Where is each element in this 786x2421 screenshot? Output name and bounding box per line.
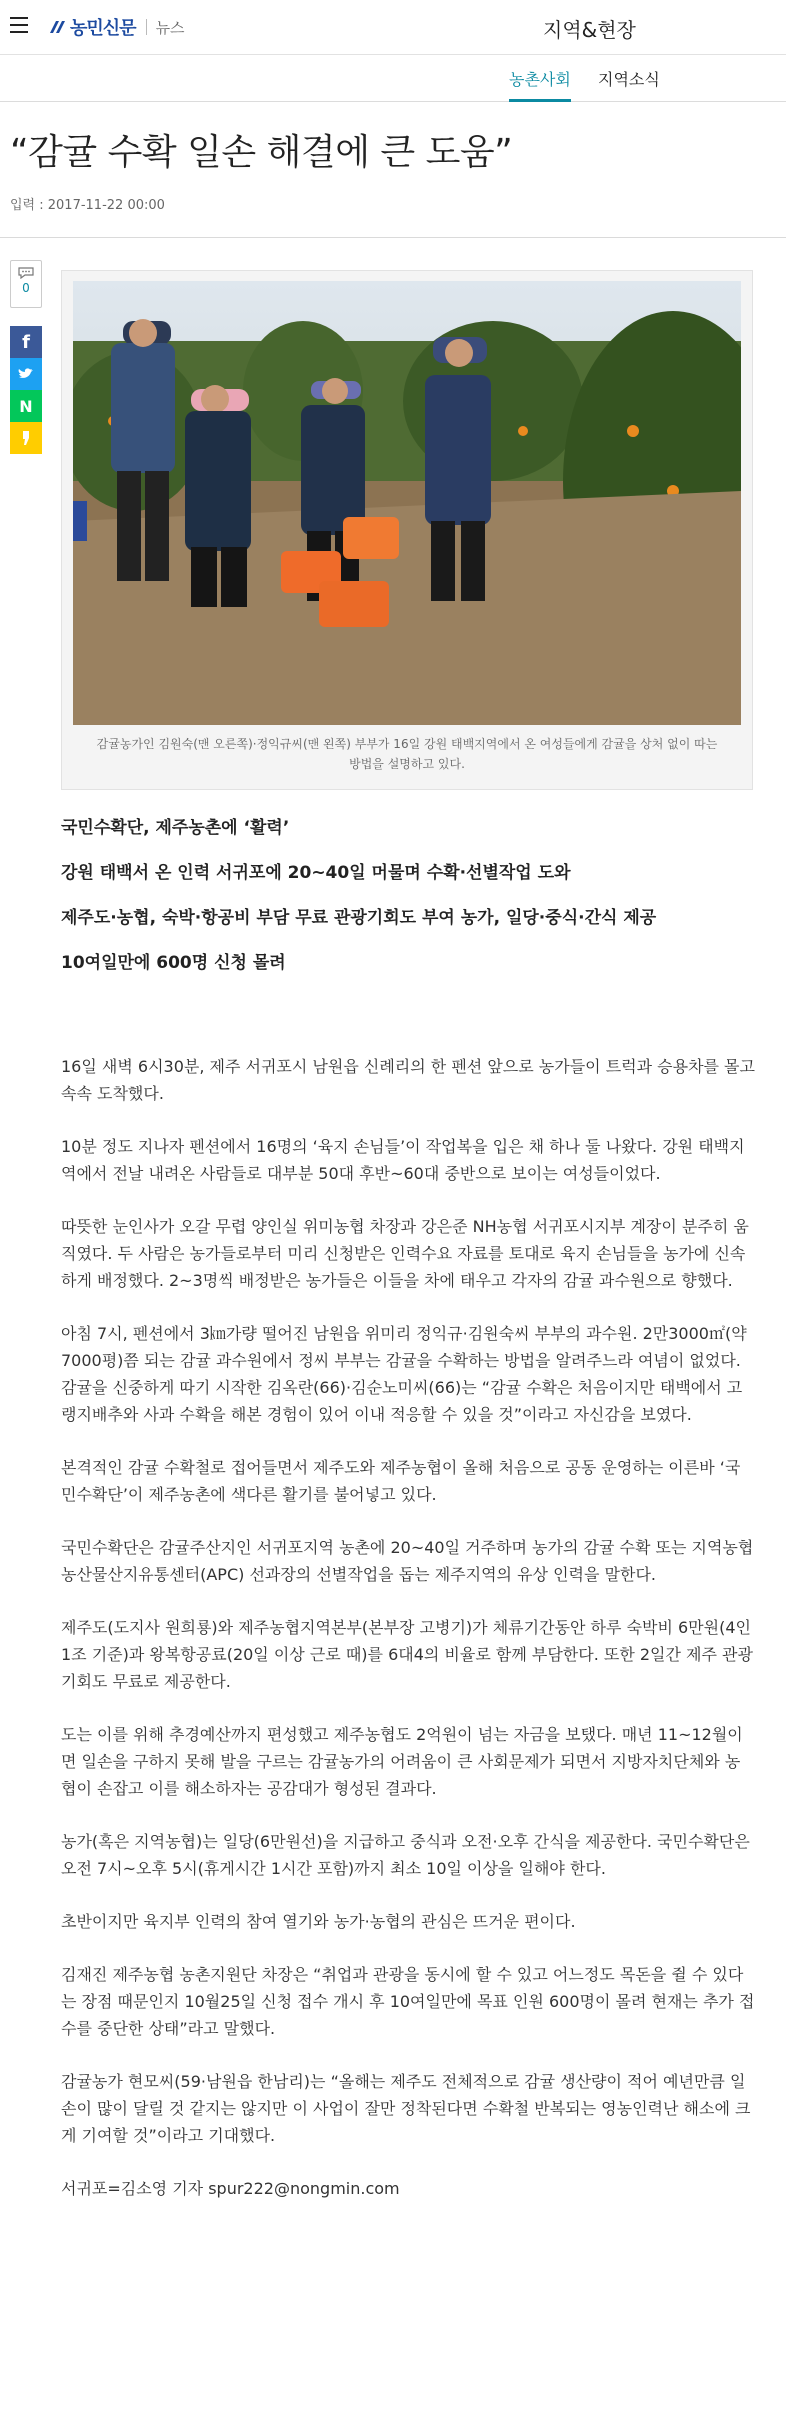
tab-local-news[interactable]: 지역소식 — [598, 70, 660, 89]
facebook-share-button[interactable] — [10, 326, 42, 358]
paragraph: 16일 새벽 6시30분, 제주 서귀포시 남원읍 신례리의 한 펜션 앞으로 농가들이 트럭과 승용차를 몰고 속속 도착했다. — [61, 1057, 755, 1103]
paragraph: 감귤농가 현모씨(59·남원읍 한남리)는 “올해는 제주도 전체적으로 감귤 생산량이 적어 예년만큼 일손이 많이 달릴 것 같지는 않지만 이 사업이 잘만 정착된다면 수확철 반복되는 영농인력난 해소에 크게 기여할 것”이라고 기대했다. — [61, 2072, 751, 2145]
article-subheadings — [61, 818, 751, 998]
facebook-icon: f — [22, 331, 30, 353]
section-title[interactable]: 지역&현장 — [543, 18, 636, 42]
nongmin-logo-mark-icon — [48, 18, 66, 36]
twitter-share-button[interactable] — [10, 358, 42, 390]
paragraph: 초반이지만 육지부 인력의 참여 열기와 농가·농협의 관심은 뜨거운 편이다. — [61, 1912, 576, 1931]
naver-share-button[interactable] — [10, 390, 42, 422]
subheading: 강원 태백서 온 인력 서귀포에 20~40일 머물며 수확·선별작업 도와 — [61, 863, 571, 883]
article-photo-box — [61, 270, 753, 790]
logo-subtitle[interactable]: 뉴스 — [155, 18, 185, 37]
site-logo[interactable] — [48, 12, 185, 42]
subheading: 제주도·농협, 숙박·항공비 부담 무료 관광기회도 부여 농가, 일당·중식·간식 제공 — [61, 908, 657, 928]
logo-text: 농민신문 — [70, 18, 136, 39]
tab-rural-society[interactable]: 농촌사회 — [509, 67, 571, 102]
subheading: 10여일만에 600명 신청 몰려 — [61, 953, 286, 973]
subheading: 국민수확단, 제주농촌에 ‘활력’ — [61, 818, 290, 838]
sub-navigation — [0, 55, 786, 102]
twitter-icon — [18, 367, 34, 381]
comment-count: 0 — [22, 281, 30, 295]
paragraph: 김재진 제주농협 농촌지원단 차장은 “취업과 관광을 동시에 할 수 있고 어느정도 목돈을 쥘 수 있다는 장점 때문인지 10월25일 신청 접수 개시 후 10여일만에 목표 인원 600명이 몰려 현재는 추가 접수를 중단한 상태”라고 말했다. — [61, 1965, 755, 2038]
article-dateline: 입력 : 2017-11-22 00:00 — [10, 198, 165, 213]
photo-caption: 감귤농가인 김원숙(맨 오른쪽)·정익규씨(맨 왼쪽) 부부가 16일 강원 태백지역에서 온 여성들에게 감귤을 상처 없이 따는 방법을 설명하고 있다. — [96, 737, 718, 771]
speech-bubble-icon — [18, 267, 34, 279]
header-divider — [0, 237, 786, 238]
kakaostory-share-button[interactable] — [10, 422, 42, 454]
logo-divider — [146, 19, 147, 35]
article-headline: “감귤 수확 일손 해결에 큰 도움” — [10, 132, 513, 173]
byline: 서귀포=김소영 기자 spur222@nongmin.com — [61, 2179, 400, 2198]
paragraph: 아침 7시, 펜션에서 3㎞가량 떨어진 남원읍 위미리 정익규·김원숙씨 부부의 과수원. 2만3000㎡(약 7000평)쯤 되는 감귤 과수원에서 정씨 부부는 감귤을 수확하는 방법을 알려주느라 여념이 없었다. 감귤을 신중하게 따기 시작한 김옥란(66)·김순노미씨(66)는 “감귤 수확은 처음이지만 태백에서 고랭지배추와 사과 수확을 해본 경험이 있어 이내 적응할 수 있을 것”이라고 자신감을 보였다. — [61, 1324, 747, 1424]
comment-button[interactable] — [10, 260, 42, 308]
paragraph: 도는 이를 위해 추경예산까지 편성했고 제주농협도 2억원이 넘는 자금을 보탰다. 매년 11~12월이면 일손을 구하지 못해 발을 구르는 감귤농가의 어려움이 큰 사회문제가 되면서 지방자치단체와 농협이 손잡고 이를 해소하자는 공감대가 형성된 결과다. — [61, 1725, 743, 1798]
kakaostory-icon — [21, 430, 31, 446]
site-header — [0, 0, 786, 55]
naver-icon: N — [19, 396, 33, 416]
paragraph: 10분 정도 지나자 펜션에서 16명의 ‘육지 손님들’이 작업복을 입은 채 하나 둘 나왔다. 강원 태백지역에서 전날 내려온 사람들로 대부분 50대 후반~60대 중반으로 보이는 여성들이었다. — [61, 1137, 745, 1183]
hamburger-menu-icon[interactable] — [10, 17, 28, 35]
paragraph: 제주도(도지사 원희룡)와 제주농협지역본부(본부장 고병기)가 체류기간동안 하루 숙박비 6만원(4인 1조 기준)과 왕복항공료(20일 이상 근로 때)를 6대4의 비율로 함께 부담한다. 또한 2일간 제주 관광기회도 무료로 제공한다. — [61, 1618, 753, 1691]
paragraph: 농가(혹은 지역농협)는 일당(6만원선)을 지급하고 중식과 오전·오후 간식을 제공한다. 국민수확단은 오전 7시~오후 5시(휴게시간 1시간 포함)까지 최소 10일 이상을 일해야 한다. — [61, 1832, 750, 1878]
paragraph: 따뜻한 눈인사가 오갈 무렵 양인실 위미농협 차장과 강은준 NH농협 서귀포시지부 계장이 분주히 움직였다. 두 사람은 농가들로부터 미리 신청받은 인력수요 자료를 토대로 육지 손님들을 농가에 신속하게 배정했다. 2~3명씩 배정받은 농가들은 이들을 차에 태우고 각자의 감귤 과수원으로 향했다. — [61, 1217, 749, 1290]
paragraph: 국민수확단은 감귤주산지인 서귀포지역 농촌에 20~40일 거주하며 농가의 감귤 수확 또는 지역농협 농산물산지유통센터(APC) 선과장의 선별작업을 돕는 제주지역의 유상 인력을 말한다. — [61, 1538, 754, 1584]
article-body — [61, 1053, 755, 2202]
article-photo — [73, 281, 741, 725]
paragraph: 본격적인 감귤 수확철로 접어들면서 제주도와 제주농협이 올해 처음으로 공동 운영하는 이른바 ‘국민수확단’이 제주농촌에 색다른 활기를 불어넣고 있다. — [61, 1458, 741, 1504]
